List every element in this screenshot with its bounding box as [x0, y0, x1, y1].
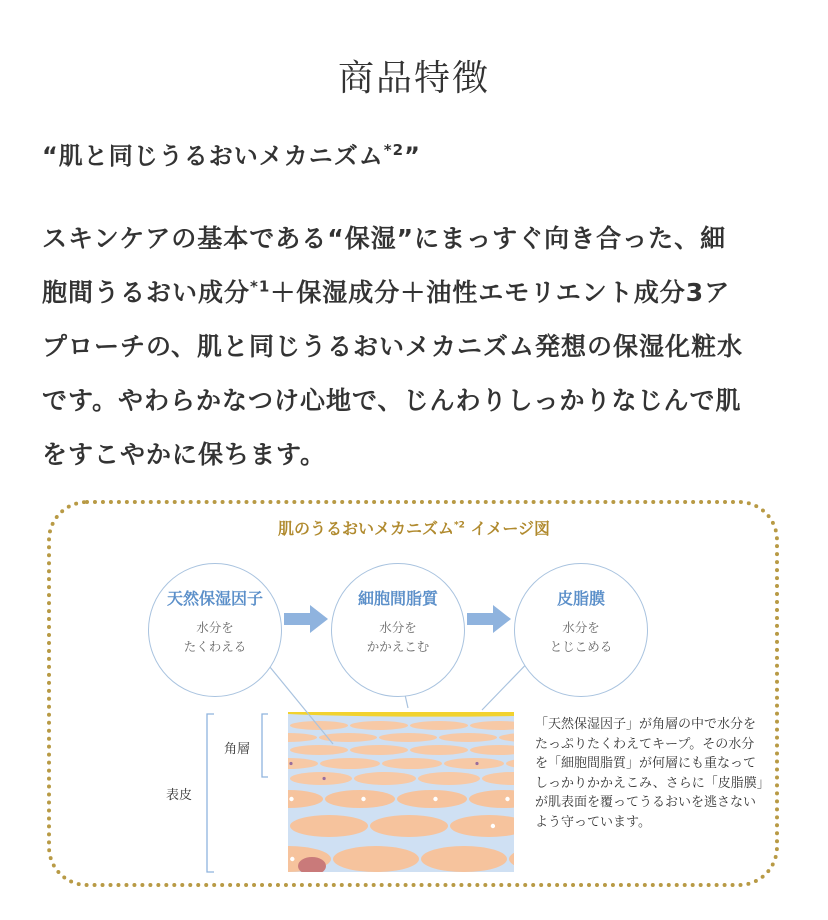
diagram-title-footnote: *2 [453, 520, 465, 531]
circle-subtitle: 水分を たくわえる [183, 620, 247, 654]
circle-subtitle: 水分を とじこめる [549, 620, 613, 654]
skin-cell [370, 815, 448, 837]
skin-cell [350, 745, 408, 755]
skin-cell [253, 790, 323, 808]
circle-intercellular-lipid [331, 563, 465, 697]
skin-cell [325, 790, 395, 808]
skin-cell [379, 733, 437, 742]
stratum-bracket [262, 714, 268, 777]
skin-cell [397, 790, 467, 808]
skin-cell [444, 758, 504, 769]
circle-title: 細胞間脂質 [357, 589, 438, 608]
skin-cell [439, 733, 497, 742]
skin-cell [333, 846, 419, 872]
label-stratum-corneum: 角層 [224, 742, 251, 757]
feature-body-line: スキンケアの基本である“保湿”にまっすぐ向き合った、細 [42, 224, 727, 253]
moisture-dot [290, 857, 294, 861]
skin-cell [418, 772, 480, 785]
skin-cell [421, 846, 507, 872]
epidermis-bracket [207, 714, 214, 872]
feature-heading-footnote: *2 [383, 141, 405, 159]
skin-cell [450, 815, 528, 837]
skin-cell [210, 815, 288, 837]
skin-cell [258, 758, 318, 769]
moisture-dot [323, 777, 326, 780]
skin-cell [290, 721, 348, 730]
feature-body-line: です。やわらかなつけ心地で、じんわりしっかりなじんで肌 [42, 386, 742, 415]
section-title: 商品特徴 [337, 58, 490, 100]
skin-cell [290, 745, 348, 755]
moisture-dot [475, 762, 478, 765]
cell-nucleus [298, 857, 326, 875]
circle-sebum-film [514, 563, 648, 697]
skin-cell [470, 745, 528, 755]
moisture-dot [289, 797, 293, 801]
diagram-title-text: 肌のうるおいメカニズム [277, 519, 454, 538]
skin-cell [290, 815, 368, 837]
skin-cell [320, 758, 380, 769]
feature-body-text: ＋保湿成分＋油性エモリエント成分3ア [270, 278, 731, 307]
skin-cell [230, 721, 288, 730]
skin-cell [350, 721, 408, 730]
feature-body-line: プローチの、肌と同じうるおいメカニズム発想の保湿化粧水 [42, 332, 744, 361]
circle-subtitle: 水分を かかえこむ [366, 620, 430, 654]
moisture-dot [505, 797, 509, 801]
moisture-dot [289, 762, 292, 765]
skin-cell [259, 733, 317, 742]
moisture-dot [251, 824, 255, 828]
moisture-dot [433, 797, 437, 801]
circle-title: 皮脂膜 [556, 589, 605, 608]
skin-cell [410, 745, 468, 755]
arrow-right-icon [284, 604, 328, 634]
circle-natural-moisturizing-factor [148, 563, 282, 697]
arrow-right-icon [467, 604, 511, 634]
feature-body-line: をすこやかに保ちます。 [42, 440, 327, 469]
feature-heading-text: “肌と同じうるおいメカニズム [42, 142, 384, 170]
skin-cell [410, 721, 468, 730]
skin-cell [509, 846, 595, 872]
diagram-title-suffix: イメージ図 [464, 519, 551, 538]
feature-body-text: 胞間うるおい成分 [42, 278, 251, 307]
feature-heading-close-quote: ” [404, 142, 421, 170]
moisture-dot [554, 857, 558, 861]
skin-cell [354, 772, 416, 785]
skin-cell [226, 772, 288, 785]
moisture-dot [361, 797, 365, 801]
label-epidermis: 表皮 [166, 788, 193, 803]
circle-title: 天然保湿因子 [166, 589, 263, 608]
skin-cell [469, 790, 539, 808]
skin-cell [382, 758, 442, 769]
moisture-dot [491, 824, 495, 828]
feature-body-footnote: *1 [250, 277, 271, 296]
skin-cell [470, 721, 528, 730]
skin-cell [290, 772, 352, 785]
moisture-dot [515, 777, 518, 780]
diagram-caption: 「天然保湿因子」が角層の中で水分をたっぷりたくわえてキープ。その水分を「細胞間脂質」が何層にも重なってしっかりかかえこみ、さらに「皮脂膜」が肌表面を覆ってうるおいを逃さないよう守っています。 [535, 717, 764, 830]
